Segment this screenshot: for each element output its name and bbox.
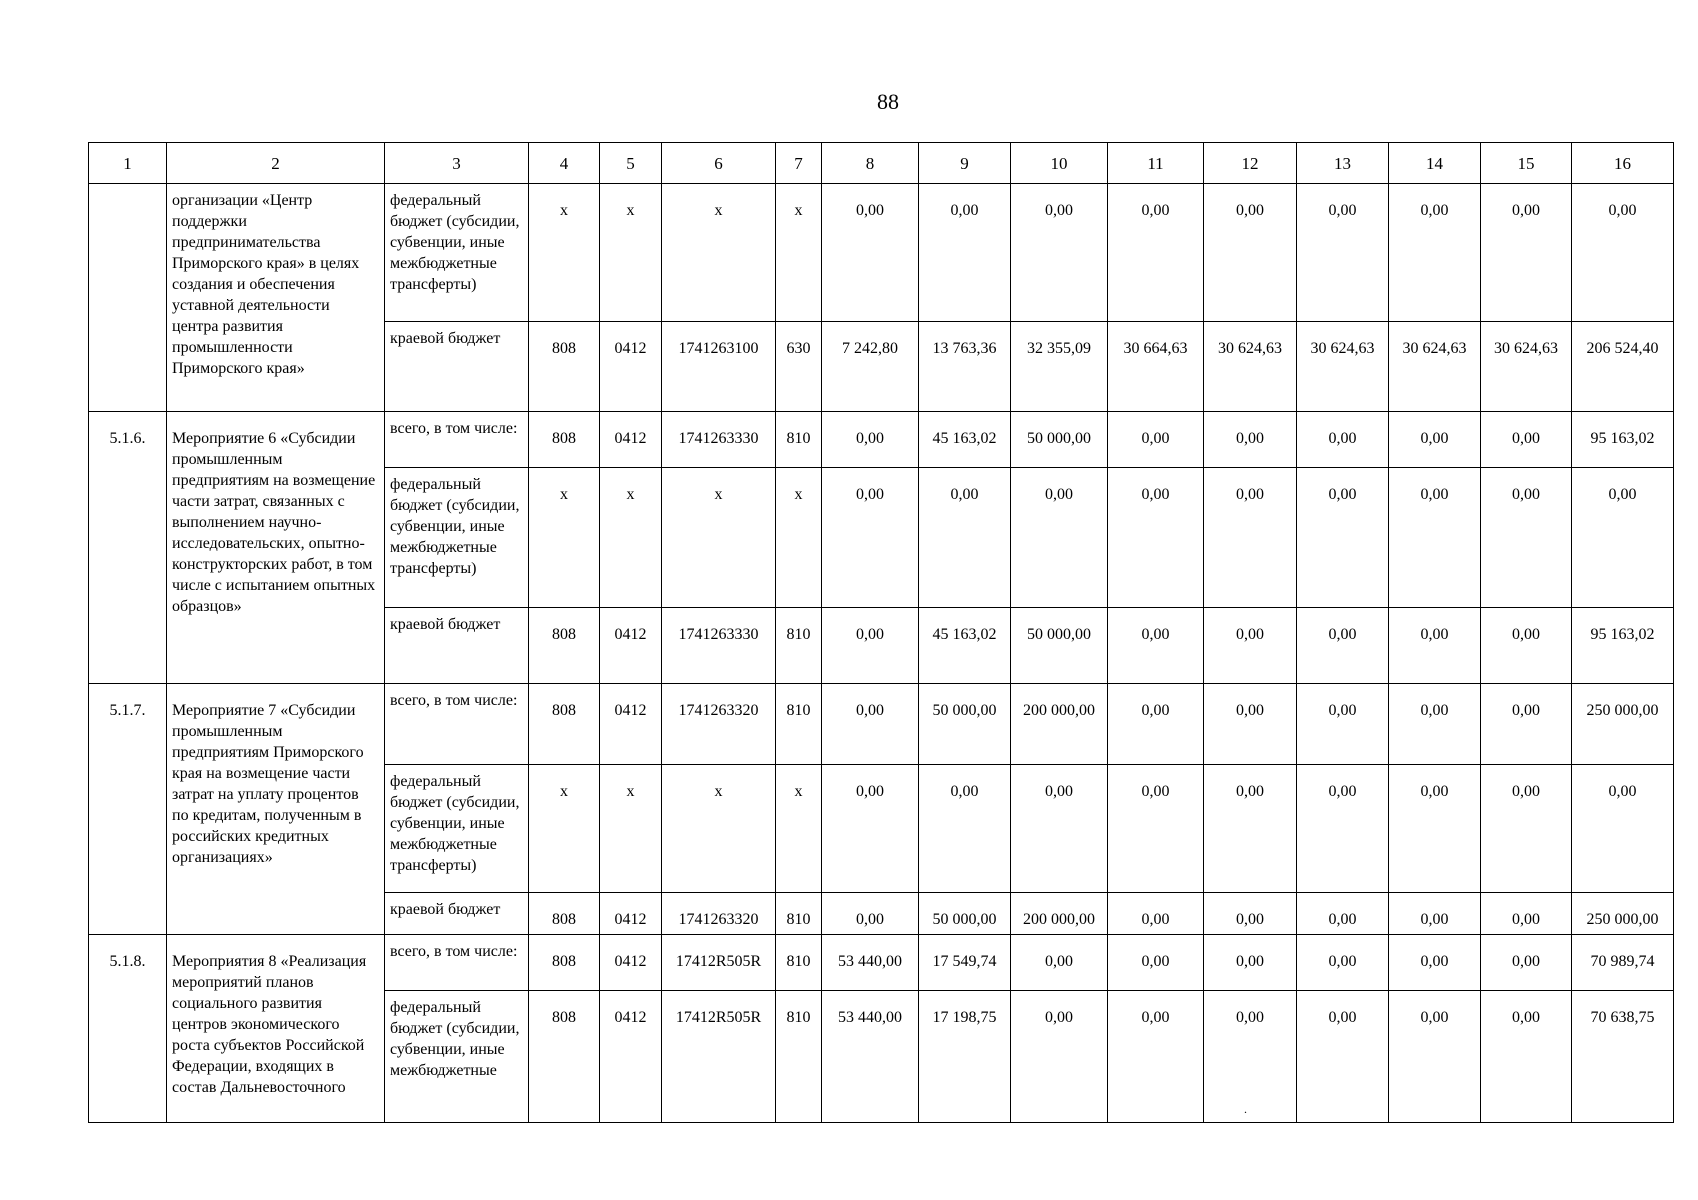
- amount-col-13: 0,00: [1297, 893, 1389, 935]
- amount-col-16: 70 638,75: [1572, 991, 1674, 1123]
- budget-code-c5: 0412: [600, 991, 662, 1123]
- budget-code-c7: 810: [776, 608, 822, 684]
- funding-source: всего, в том числе:: [385, 935, 529, 991]
- amount-col-8: 0,00: [822, 765, 919, 893]
- column-number: 7: [776, 143, 822, 184]
- amount-col-10: 200 000,00: [1011, 893, 1108, 935]
- amount-col-8: 0,00: [822, 184, 919, 322]
- amount-col-11: 0,00: [1108, 412, 1204, 468]
- amount-col-14: 0,00: [1389, 468, 1481, 608]
- budget-code-c5: 0412: [600, 608, 662, 684]
- amount-col-15: 30 624,63: [1481, 322, 1572, 412]
- amount-col-16: 95 163,02: [1572, 608, 1674, 684]
- funding-source: краевой бюджет: [385, 893, 529, 935]
- stray-mark: .: [1244, 1102, 1247, 1116]
- funding-source: федеральный бюджет (субсидии, субвенции, иные межбюджетные трансферты): [385, 184, 529, 322]
- amount-col-12: 0,00: [1204, 935, 1297, 991]
- budget-code-c4: 808: [529, 608, 600, 684]
- budget-table: [88, 142, 1674, 1123]
- page-number: 88: [877, 89, 899, 114]
- budget-code-c5: 0412: [600, 684, 662, 765]
- amount-col-14: 0,00: [1389, 991, 1481, 1123]
- column-number: 2: [167, 143, 385, 184]
- amount-col-8: 7 242,80: [822, 322, 919, 412]
- column-number: 1: [89, 143, 167, 184]
- budget-code-c6: х: [662, 765, 776, 893]
- amount-col-11: 0,00: [1108, 765, 1204, 893]
- column-number: 10: [1011, 143, 1108, 184]
- amount-col-8: 0,00: [822, 412, 919, 468]
- amount-col-8: 53 440,00: [822, 935, 919, 991]
- amount-col-9: 50 000,00: [919, 684, 1011, 765]
- budget-code-c5: 0412: [600, 935, 662, 991]
- budget-code-c6: х: [662, 468, 776, 608]
- column-number: 9: [919, 143, 1011, 184]
- amount-col-15: 0,00: [1481, 991, 1572, 1123]
- amount-col-15: 0,00: [1481, 412, 1572, 468]
- column-number: 12: [1204, 143, 1297, 184]
- budget-code-c7: х: [776, 468, 822, 608]
- activity-number: 5.1.7.: [89, 684, 167, 935]
- amount-col-9: 45 163,02: [919, 608, 1011, 684]
- column-number: 13: [1297, 143, 1389, 184]
- amount-col-8: 0,00: [822, 468, 919, 608]
- column-number: 4: [529, 143, 600, 184]
- budget-code-c6: 1741263330: [662, 412, 776, 468]
- funding-source: всего, в том числе:: [385, 684, 529, 765]
- budget-code-c4: 808: [529, 684, 600, 765]
- budget-code-c7: 630: [776, 322, 822, 412]
- column-number: 8: [822, 143, 919, 184]
- amount-col-13: 0,00: [1297, 468, 1389, 608]
- amount-col-11: 0,00: [1108, 608, 1204, 684]
- amount-col-16: 250 000,00: [1572, 684, 1674, 765]
- amount-col-12: 30 624,63: [1204, 322, 1297, 412]
- budget-code-c6: 1741263100: [662, 322, 776, 412]
- amount-col-16: 95 163,02: [1572, 412, 1674, 468]
- amount-col-15: 0,00: [1481, 468, 1572, 608]
- amount-col-14: 0,00: [1389, 184, 1481, 322]
- funding-source: краевой бюджет: [385, 322, 529, 412]
- budget-code-c6: 17412R505R: [662, 991, 776, 1123]
- funding-source: федеральный бюджет (субсидии, субвенции, иные межбюджетные трансферты): [385, 765, 529, 893]
- activity-number: 5.1.8.: [89, 935, 167, 1123]
- activity-name: Мероприятие 6 «Субсидии промышленным предприятиям на возмещение части затрат, связанных с выполнением научно-исследовательских, опытно-конструкторских работ, в том числе с испытанием опытных образцов»: [167, 412, 385, 684]
- budget-code-c7: х: [776, 765, 822, 893]
- budget-code-c7: 810: [776, 991, 822, 1123]
- amount-col-11: 0,00: [1108, 991, 1204, 1123]
- budget-code-c5: 0412: [600, 412, 662, 468]
- amount-col-12: 0,00: [1204, 184, 1297, 322]
- budget-code-c7: 810: [776, 684, 822, 765]
- amount-col-14: 0,00: [1389, 893, 1481, 935]
- amount-col-13: 0,00: [1297, 412, 1389, 468]
- table-row: [89, 684, 1674, 765]
- amount-col-13: 30 624,63: [1297, 322, 1389, 412]
- amount-col-12: 0,00: [1204, 608, 1297, 684]
- amount-col-15: 0,00: [1481, 684, 1572, 765]
- amount-col-9: 13 763,36: [919, 322, 1011, 412]
- amount-col-9: 17 549,74: [919, 935, 1011, 991]
- amount-col-10: 200 000,00: [1011, 684, 1108, 765]
- budget-code-c7: х: [776, 184, 822, 322]
- amount-col-11: 0,00: [1108, 468, 1204, 608]
- amount-col-10: 50 000,00: [1011, 412, 1108, 468]
- activity-number: [89, 184, 167, 412]
- amount-col-10: 0,00: [1011, 765, 1108, 893]
- column-number: 14: [1389, 143, 1481, 184]
- budget-code-c4: 808: [529, 893, 600, 935]
- amount-col-13: 0,00: [1297, 184, 1389, 322]
- amount-col-12: 0,00: [1204, 468, 1297, 608]
- column-number: 16: [1572, 143, 1674, 184]
- amount-col-10: 50 000,00: [1011, 608, 1108, 684]
- budget-code-c5: х: [600, 468, 662, 608]
- activity-number: 5.1.6.: [89, 412, 167, 684]
- amount-col-13: 0,00: [1297, 608, 1389, 684]
- activity-name: Мероприятие 7 «Субсидии промышленным предприятиям Приморского края на возмещение части затрат на уплату процентов по кредитам, полученным в российских кредитных организациях»: [167, 684, 385, 935]
- amount-col-9: 0,00: [919, 765, 1011, 893]
- funding-source: всего, в том числе:: [385, 412, 529, 468]
- amount-col-15: 0,00: [1481, 935, 1572, 991]
- amount-col-10: 0,00: [1011, 935, 1108, 991]
- table-row: [89, 184, 1674, 322]
- budget-code-c4: 808: [529, 991, 600, 1123]
- table-row: [89, 412, 1674, 468]
- budget-code-c6: х: [662, 184, 776, 322]
- amount-col-8: 53 440,00: [822, 991, 919, 1123]
- amount-col-14: 0,00: [1389, 684, 1481, 765]
- amount-col-9: 0,00: [919, 468, 1011, 608]
- amount-col-10: 0,00: [1011, 184, 1108, 322]
- amount-col-15: 0,00: [1481, 893, 1572, 935]
- budget-code-c4: х: [529, 765, 600, 893]
- amount-col-16: 0,00: [1572, 184, 1674, 322]
- budget-code-c6: 17412R505R: [662, 935, 776, 991]
- amount-col-16: 70 989,74: [1572, 935, 1674, 991]
- amount-col-16: 0,00: [1572, 765, 1674, 893]
- budget-code-c4: 808: [529, 412, 600, 468]
- budget-code-c5: х: [600, 765, 662, 893]
- amount-col-14: 30 624,63: [1389, 322, 1481, 412]
- column-number: 5: [600, 143, 662, 184]
- amount-col-14: 0,00: [1389, 765, 1481, 893]
- amount-col-13: 0,00: [1297, 935, 1389, 991]
- funding-source: федеральный бюджет (субсидии, субвенции, иные межбюджетные трансферты): [385, 468, 529, 608]
- amount-col-9: 0,00: [919, 184, 1011, 322]
- budget-code-c4: 808: [529, 935, 600, 991]
- amount-col-14: 0,00: [1389, 412, 1481, 468]
- budget-code-c7: 810: [776, 893, 822, 935]
- funding-source: федеральный бюджет (субсидии, субвенции, иные межбюджетные: [385, 991, 529, 1123]
- amount-col-12: 0,00: [1204, 765, 1297, 893]
- amount-col-12: 0,00: [1204, 412, 1297, 468]
- column-number-row: [89, 143, 1674, 184]
- budget-code-c7: 810: [776, 412, 822, 468]
- amount-col-10: 0,00: [1011, 468, 1108, 608]
- budget-code-c5: 0412: [600, 893, 662, 935]
- amount-col-9: 17 198,75: [919, 991, 1011, 1123]
- amount-col-9: 50 000,00: [919, 893, 1011, 935]
- amount-col-10: 0,00: [1011, 991, 1108, 1123]
- budget-code-c4: 808: [529, 322, 600, 412]
- amount-col-8: 0,00: [822, 608, 919, 684]
- budget-code-c7: 810: [776, 935, 822, 991]
- budget-code-c4: х: [529, 184, 600, 322]
- column-number: 3: [385, 143, 529, 184]
- amount-col-15: 0,00: [1481, 608, 1572, 684]
- amount-col-11: 0,00: [1108, 184, 1204, 322]
- funding-source: краевой бюджет: [385, 608, 529, 684]
- amount-col-8: 0,00: [822, 893, 919, 935]
- budget-code-c6: 1741263320: [662, 684, 776, 765]
- column-number: 11: [1108, 143, 1204, 184]
- amount-col-12: 0,00: [1204, 893, 1297, 935]
- amount-col-12: 0,00: [1204, 991, 1297, 1123]
- amount-col-12: 0,00: [1204, 684, 1297, 765]
- amount-col-10: 32 355,09: [1011, 322, 1108, 412]
- column-number: 6: [662, 143, 776, 184]
- activity-name: организации «Центр поддержки предпринимательства Приморского края» в целях создания и обеспечения уставной деятельности центра развития промышленности Приморского края»: [167, 184, 385, 412]
- amount-col-8: 0,00: [822, 684, 919, 765]
- amount-col-15: 0,00: [1481, 184, 1572, 322]
- amount-col-11: 0,00: [1108, 935, 1204, 991]
- activity-name: Мероприятия 8 «Реализация мероприятий планов социального развития центров экономического роста субъектов Российской Федерации, входящих в состав Дальневосточного: [167, 935, 385, 1123]
- amount-col-14: 0,00: [1389, 935, 1481, 991]
- amount-col-16: 250 000,00: [1572, 893, 1674, 935]
- amount-col-13: 0,00: [1297, 991, 1389, 1123]
- amount-col-14: 0,00: [1389, 608, 1481, 684]
- column-number: 15: [1481, 143, 1572, 184]
- budget-code-c6: 1741263330: [662, 608, 776, 684]
- amount-col-15: 0,00: [1481, 765, 1572, 893]
- amount-col-13: 0,00: [1297, 765, 1389, 893]
- amount-col-16: 206 524,40: [1572, 322, 1674, 412]
- amount-col-11: 30 664,63: [1108, 322, 1204, 412]
- amount-col-11: 0,00: [1108, 893, 1204, 935]
- amount-col-13: 0,00: [1297, 684, 1389, 765]
- budget-code-c4: х: [529, 468, 600, 608]
- budget-code-c5: 0412: [600, 322, 662, 412]
- amount-col-9: 45 163,02: [919, 412, 1011, 468]
- table-row: [89, 935, 1674, 991]
- budget-code-c6: 1741263320: [662, 893, 776, 935]
- amount-col-16: 0,00: [1572, 468, 1674, 608]
- budget-code-c5: х: [600, 184, 662, 322]
- amount-col-11: 0,00: [1108, 684, 1204, 765]
